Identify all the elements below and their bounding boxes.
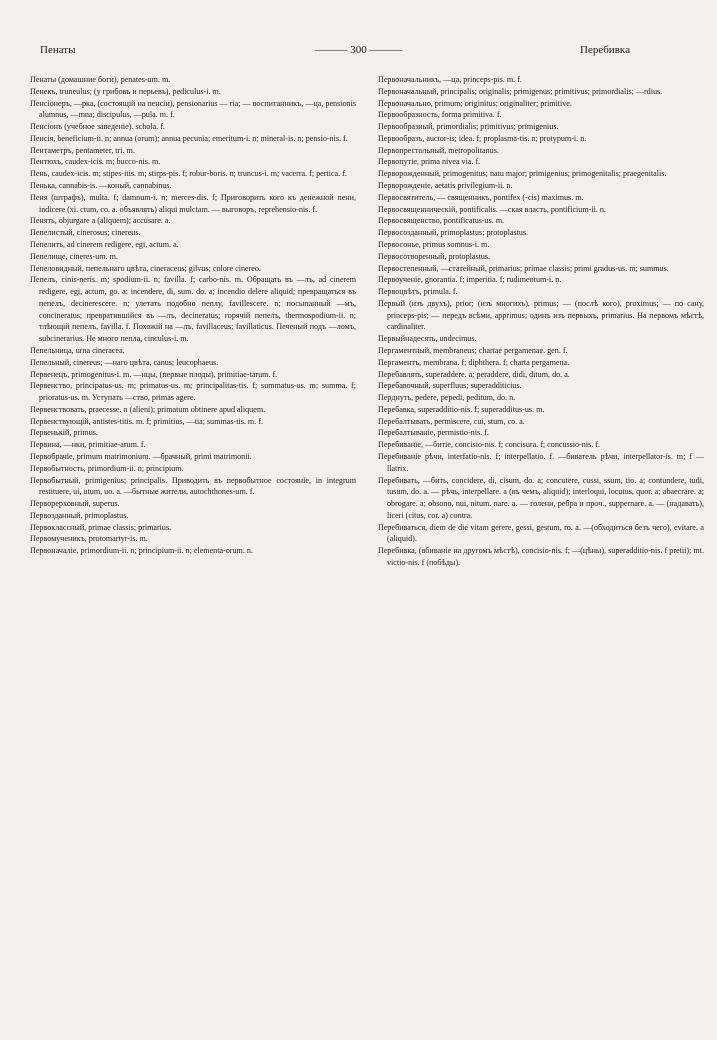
dictionary-entry: Первенство, principatus-us. m; primatus-us. m; principalitas-tis. f; summatus-us. m; summa. f; prioratus-us. m. Уступать —ство, primas agere. [30,381,356,403]
dictionary-entry: Первенствующій, antistes-titis. m. f; primitius, —tia; summas-tis. m. f. [30,416,263,426]
dictionary-entry: Перебивка, (вбиваніе на другомъ мѣстѣ), concisio-nis. f; —(цѣны), superadditio-nis. f pretii); mt. victio-nis. f (побѣды). [378,546,704,568]
dictionary-entry: Перворожденный, primogenitus; natu major; primigenius; primogenitalis; praegenitalis. [378,169,667,179]
dictionary-entry: Перворожденіе, aetatis privilegium-ii. n. [378,181,513,191]
running-head-left: Пенаты [40,44,76,56]
dictionary-entry: Первосвященство, pontificatus-us. m. [378,216,505,226]
dictionary-entry: Первосотворенный, protoplastus. [378,251,491,261]
dictionary-entry: Пепелистый, cinerosus; cinereus. [30,228,141,238]
dictionary-entry: Перебиваніе рѣчи, interfatio-nis. f; interpellatio. f. —биватель рѣчи, interpellator-is. m; f —llatrix. [378,452,704,473]
dictionary-entry: Первоначальникъ, —ца, princeps-pis. m. f. [378,75,522,84]
dictionary-entry: Перебавочный, superfluus; superadditicius. [378,381,522,391]
dictionary-entry: Пентаметръ, pentameter, tri. m. [30,145,135,155]
dictionary-entry: Первосозданный, primoplastus; protoplastus. [378,228,529,238]
dictionary-entry: Первообразъ, auctor-is; idea. f; proplasma-tis. n; protypum-i. n. [378,133,587,143]
dictionary-entry: Первоначаліе, primordium-ii. n; principium-ii. n; elementa-orum. n. [30,546,253,556]
dictionary-entry: Перебавка, superadditio-nis. f; superadditus-us. m. [378,404,545,414]
dictionary-entry: Первоначальный, principalis; originalis; primigenus; primitivus; primordialis; —rdius. [378,86,663,96]
left-column [30,74,356,557]
dictionary-entry: Перебиваться, diem de die vitam gerere, gessi, gestum, ro. a. —(обходиться безъ чего), evitare. a (aliquid). [378,522,704,544]
dictionary-entry: Первостепенный, —статейный, primarius; primae classis; primi gradus-us. m; summus. [378,263,669,273]
dictionary-entry: Первосонье, primus somnus-i. m. [378,239,490,249]
dictionary-entry: Перебавлять, superaddere. a; peraddere, didi, ditum, do. a. [378,369,570,379]
dictionary-entry: Первый (изъ двухъ), prior; (изъ многихъ), primus; — (послѣ кого), proximus; — по сану, princeps-pis; — передъ всѣми, apprimus; одинъ изъ первыхъ, primarius. На первомъ мѣстѣ, cardinaliter. [378,298,704,332]
dictionary-entry: Пепеловидный, пепельнаго цвѣта, cineraceus; gilvus; colore cinereo. [30,263,261,273]
dictionary-entry: Первоцвѣтъ, primula. f. [378,287,458,297]
dictionary-entry: Пергаментъ, membrana. f; diphthera. f; charta pergamena. [378,357,570,367]
dictionary-entry: Пеня (штрафъ), multa. f; damnum-i. n; merces-dis. f; Приговорить кого къ денежной пени, indicere (xi. ctum, co. a. объявлять) aliqui mulctam. — выговоръ, reprehensio-nis. f. [30,192,356,214]
dictionary-entry: Первопрестольный, metropolitanus. [378,145,499,155]
dictionary-entry: Пергаментный, membraneus; chartae pergamenae. gen. f. [378,345,568,355]
dictionary-entry: Первенствовать, praecesse. n (alieni); primatum obtinere apud aliquem. [30,404,266,414]
dictionary-entry: Первенькій, primus. [30,428,98,438]
right-column [378,74,704,569]
running-head-right: Перебивка [580,44,630,56]
dictionary-entry: Перебалтываніе, permistio-nis. f. [378,428,489,438]
dictionary-entry: Первомученикъ, protomartyr-is. m. [30,534,148,544]
dictionary-entry: Пепельный, cinereus; —наго цвѣта, canus; leucophaeus. [30,357,219,367]
dictionary-entry: Первообразный, primordialis; primitivus; primigenius. [378,122,559,132]
dictionary-entry: Пень, caudex-icis. m; stipes-itis. m; stirps-pis. f; robur-boris. n; truncus-i. m; vacerra. f; pertica. f. [30,169,347,179]
dictionary-entry: Перебалтывать, permiscere, cui, stum, co. a. [378,416,525,426]
dictionary-entry: Перворерховный, superus. [30,499,120,509]
dictionary-entry: Пепелить, ad cinerem redigere, egi, actum. a. [30,239,179,249]
dictionary-entry: Первозданный, primoplastus. [30,510,129,520]
dictionary-entry: Первоначально, primum; originitus; originaliter; primitive. [378,98,572,108]
dictionary-entry: Первенецъ, primogenitus-i. m. —нцы, (первые плоды), primitiae-tarum. f. [30,369,278,379]
dictionary-entry: Первыйнадесять, undecimus. [378,334,477,344]
dictionary-entry: Первоклассный, primae classis; primarius. [30,522,172,532]
dictionary-entry: Пентюхъ, caudex-icis. m; bucco-nis. m. [30,157,161,167]
dictionary-entry: Первобытный, primigenius; principalis. Приводить въ первобытное состояніе, in integrum restituere, ui, utum, uo. a. —бытные жители, autochthones-um. f. [30,475,356,497]
dictionary-entry: Пенька, cannabis-is. —коный, cannabinus. [30,181,172,191]
dictionary-entry: Пепельница, urna cineracea. [30,345,125,355]
page-number: ——— 300 ——— [314,44,403,56]
dictionary-entry: Пенсія, beneficium-ii. n; annuа (orum); annua pecunia; emeritum-i. n; mineral-is. n; pensio-nis. f. [30,133,348,143]
dictionary-entry: Пенять, objurgare a (aliquem); accusare. a. [30,216,171,226]
dictionary-entry: Пенсіонъ (учебное заведеніе). schola. f. [30,122,165,132]
dictionary-entry: Пенаты (домашние боги), penates-um. m. [30,75,171,84]
dictionary-entry: Пенсіонеръ, —рка, (состоящій на пенсіи), pensionarius — ria; — воспитанникъ, —ца, pensionis alumnus, —mna; discipulus, —pula. m. f. [30,98,356,120]
dictionary-entry: Первообразность, forma primitiva. f. [378,110,502,120]
dictionary-entry: Первобытность, primordium-ii. n; principium. [30,463,184,473]
dictionary-entry: Первосвященническій, pontificalis. —ская власть, pontificium-ii. n. [378,204,606,214]
dictionary-entry: Пенекъ, truneulus; (у грибовъ и перьевъ), pediculus-i. m. [30,86,221,96]
dictionary-entry: Перебиваніе, —битіе, concisio-nis. f; concisura. f; concussio-nis. f. [378,440,601,450]
dictionary-entry: Первопутіе, prima nivea via. f. [378,157,481,167]
dictionary-entry: Первобрачіе, primum matrimonium. —брачный, primi matrimonii. [30,452,252,461]
dictionary-entry: Первосвятитель, — священникъ, pontifex (-cis) maximus. m. [378,192,584,202]
dictionary-entry: Перебивать, —бить, concidere, di, cisum, do. a; concutere, cussi, ssum, tio. a; contundere, tudi, tusum, do. a. — рѣчь, interpellare. a (въ чемъ, aliquid); interloqui, locutus, quor. a; abaecrare. a; obrogare. a; obsono, nui, nitum. nare. a. — голени, ребра и проч., suppernare. a. — (надавать), liceri (citus, cor. a) contra. [378,475,704,520]
dictionary-entry: Пепелъ, cinis-neris. m; spodium-ii. n; favilla. f; carbo-nis. m. Обращать въ —лъ, ad cinerem redigere, egi, actum, go. a: incendere, di, sum. do. a; incendio delere aliquid; превращаться въ пепелъ, decinerescere. n; улетать подобно пеплу, favillescere. n; посыпанный —мъ, concineratus; превратившійся въ —лъ, decineratus; горячій пепелъ, thermospodium-ii. n; тлѣющій пепелъ, favilla. f. Похожій на —лъ, favillaceus; favillaticus. Печеный подъ —ломъ, subcinerarius. Не много пепла, cinculus-i. m. [30,275,356,344]
page-header [0,44,717,62]
dictionary-entry: Перднуть, pedere, pepedi, peditum, do. n. [378,393,516,403]
dictionary-entry: Первоученіе, gnorantia. f; imperitia. f; rudimentum-i. n. [378,275,562,285]
dictionary-entry: Первина, —нки, primitiae-arum. f. [30,440,146,450]
dictionary-entry: Пепелище, cineres-um. m. [30,251,118,261]
